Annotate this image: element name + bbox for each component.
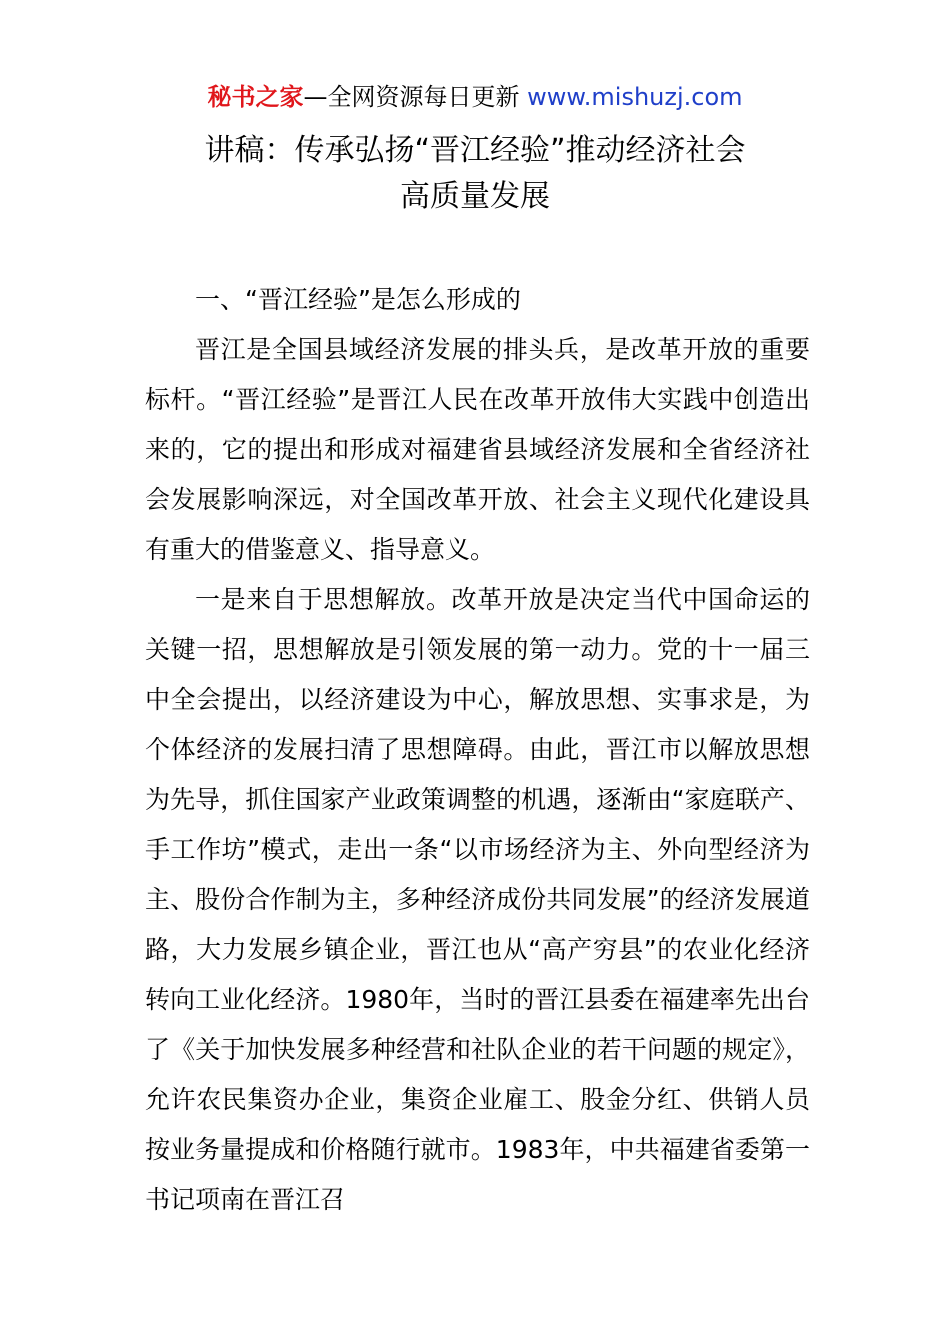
paragraph-intro: 晋江是全国县域经济发展的排头兵，是改革开放的重要标杆。“晋江经验”是晋江人民在改革开放伟大实践中创造出来的，它的提出和形成对福建省县域经济发展和全省经济社会发展影响深远，对全国改革开放、社会主义现代化建设具有重大的借鉴意义、指导意义。 xyxy=(145,335,810,564)
site-header xyxy=(0,80,950,114)
site-url-link[interactable]: www.mishuzj.com xyxy=(527,83,743,111)
document-body xyxy=(145,275,810,1225)
site-tagline: —全网资源每日更新 xyxy=(303,83,528,111)
document-title xyxy=(0,128,950,220)
section-heading: 一、“晋江经验”是怎么形成的 xyxy=(195,285,521,314)
document-title-line-1: 讲稿：传承弘扬“晋江经验”推动经济社会 xyxy=(204,133,746,168)
site-brand: 秘书之家 xyxy=(207,83,304,111)
paragraph-thought-liberation: 一是来自于思想解放。改革开放是决定当代中国命运的关键一招，思想解放是引领发展的第一动力。党的十一届三中全会提出，以经济建设为中心，解放思想、实事求是，为个体经济的发展扫清了思想障碍。由此，晋江市以解放思想为先导，抓住国家产业政策调整的机遇，逐渐由“家庭联产、手工作坊”模式，走出一条“以市场经济为主、外向型经济为主、股份合作制为主，多种经济成份共同发展”的经济发展道路，大力发展乡镇企业，晋江也从“高产穷县”的农业化经济转向工业化经济。1980年，当时的晋江县委在福建率先出台了《关于加快发展多种经营和社队企业的若干问题的规定》，允许农民集资办企业，集资企业雇工、股金分红、供销人员按业务量提成和价格随行就市。1983年，中共福建省委第一书记项南在晋江召 xyxy=(145,585,810,1214)
document-title-line-2: 高质量发展 xyxy=(400,179,550,214)
